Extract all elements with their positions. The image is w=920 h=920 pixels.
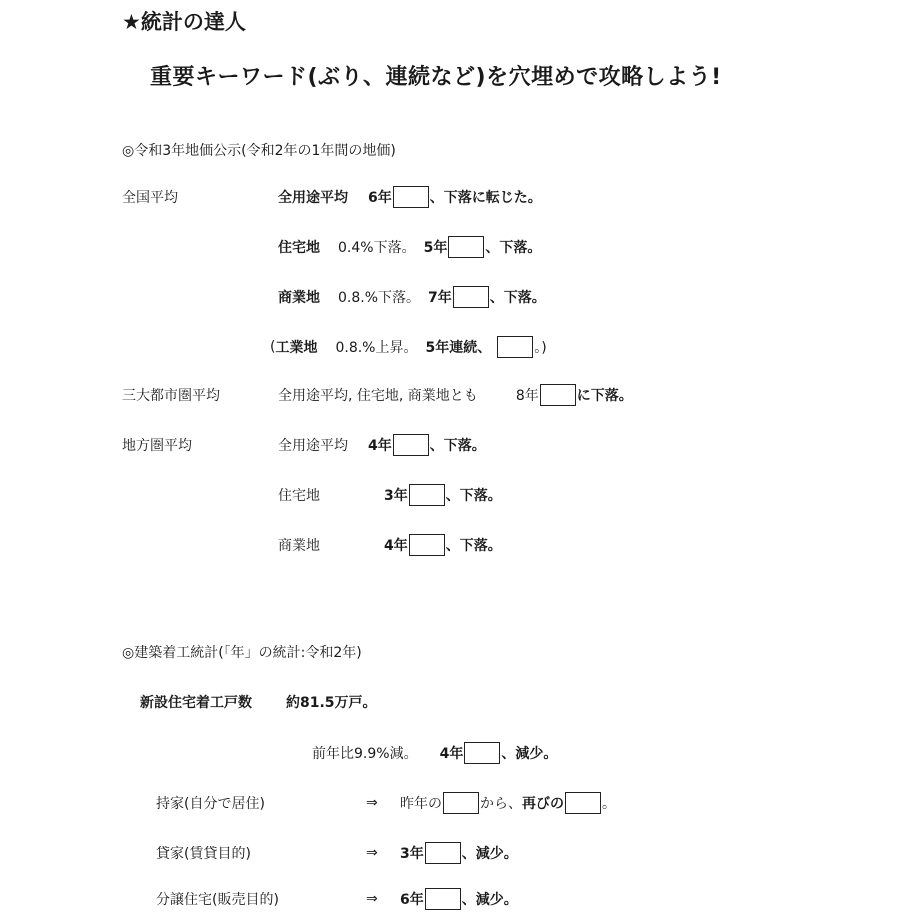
- owner-again: 再びの: [522, 796, 564, 812]
- yoy-text: 前年比9.9%減。: [312, 746, 418, 762]
- blank-box[interactable]: [565, 792, 601, 814]
- blank-box[interactable]: [425, 842, 461, 864]
- owner-label: 持家(自分で居住): [156, 796, 265, 812]
- national-residential-years: 5年: [423, 240, 448, 256]
- blank-box[interactable]: [409, 484, 445, 506]
- regional-residential-row: [278, 484, 502, 506]
- blank-box[interactable]: [425, 888, 461, 910]
- national-all-years: 6年: [368, 190, 392, 206]
- national-commercial-row: [278, 286, 546, 308]
- construction-section-heading: ◎建築着工統計(「年」の統計:令和2年): [122, 645, 362, 661]
- regional-average-row: [122, 434, 486, 456]
- national-industrial-tail: 。): [534, 340, 547, 356]
- national-commercial-name: 商業地: [278, 290, 320, 306]
- blank-box[interactable]: [453, 286, 489, 308]
- blank-box[interactable]: [448, 236, 484, 258]
- rental-tail: 、減少。: [461, 846, 518, 862]
- blank-box[interactable]: [464, 742, 500, 764]
- national-industrial-name: 工業地: [275, 340, 318, 356]
- yoy-years: 4年: [439, 746, 464, 762]
- national-residential-pct: 0.4%下落。: [338, 240, 416, 256]
- land-section-heading: ◎令和3年地価公示(令和2年の1年間の地価): [122, 143, 396, 159]
- national-commercial-years: 7年: [428, 290, 452, 306]
- national-all-name: 全用途平均: [278, 190, 348, 206]
- regional-commercial-years: 4年: [384, 538, 408, 554]
- national-commercial-tail: 、下落。: [489, 290, 546, 306]
- new-housing-row: [140, 692, 377, 712]
- arrow-icon: ⇒: [366, 891, 378, 907]
- metro-average-row: [122, 384, 633, 406]
- national-average-row: [122, 186, 542, 208]
- metro-years: 8年: [515, 388, 539, 404]
- regional-commercial-name: 商業地: [278, 538, 320, 554]
- blank-box[interactable]: [497, 336, 533, 358]
- national-industrial-pct: 0.8.%上昇。: [335, 340, 418, 356]
- regional-average-label: 地方圏平均: [122, 438, 192, 454]
- metro-desc: 全用途平均, 住宅地, 商業地とも: [278, 388, 478, 404]
- owner-pre: 昨年の: [400, 796, 442, 812]
- new-housing-value: 約81.5万戸。: [286, 695, 377, 711]
- national-average-label: 全国平均: [122, 190, 178, 206]
- sale-row: [156, 888, 518, 910]
- page-subtitle: 重要キーワード(ぶり、連続など)を穴埋めで攻略しよう!: [150, 65, 722, 90]
- regional-all-years: 4年: [368, 438, 392, 454]
- regional-commercial-row: [278, 534, 502, 556]
- regional-residential-name: 住宅地: [278, 488, 320, 504]
- arrow-icon: ⇒: [366, 795, 378, 811]
- yoy-tail: 、減少。: [501, 746, 558, 762]
- regional-residential-tail: 、下落。: [445, 488, 502, 504]
- blank-box[interactable]: [393, 434, 429, 456]
- regional-all-name: 全用途平均: [278, 438, 348, 454]
- national-residential-tail: 、下落。: [485, 240, 542, 256]
- national-industrial-row: [270, 336, 547, 358]
- national-industrial-years: 5年連続、: [425, 340, 492, 356]
- metro-tail: に下落。: [576, 388, 633, 404]
- yoy-row: [312, 742, 557, 764]
- owner-tail: 。: [602, 796, 616, 812]
- new-housing-label: 新設住宅着工戸数: [140, 695, 252, 711]
- regional-residential-years: 3年: [384, 488, 408, 504]
- rental-label: 貸家(賃貸目的): [156, 846, 251, 862]
- blank-box[interactable]: [540, 384, 576, 406]
- national-all-tail: 、下落に転じた。: [429, 190, 542, 206]
- blank-box[interactable]: [393, 186, 429, 208]
- sale-years: 6年: [400, 892, 424, 908]
- regional-all-tail: 、下落。: [429, 438, 486, 454]
- metro-average-label: 三大都市圏平均: [122, 388, 220, 404]
- sale-tail: 、減少。: [461, 892, 518, 908]
- owner-mid: から、: [480, 796, 522, 812]
- arrow-icon: ⇒: [366, 845, 378, 861]
- national-commercial-pct: 0.8.%下落。: [338, 290, 421, 306]
- blank-box[interactable]: [443, 792, 479, 814]
- rental-years: 3年: [400, 846, 424, 862]
- regional-commercial-tail: 、下落。: [445, 538, 502, 554]
- owner-row: [156, 792, 616, 814]
- page-title: ★統計の達人: [122, 10, 246, 34]
- blank-box[interactable]: [409, 534, 445, 556]
- national-residential-row: [278, 236, 541, 258]
- industrial-open-paren: (: [270, 339, 276, 355]
- sale-label: 分譲住宅(販売目的): [156, 892, 279, 908]
- rental-row: [156, 842, 518, 864]
- national-residential-name: 住宅地: [278, 240, 320, 256]
